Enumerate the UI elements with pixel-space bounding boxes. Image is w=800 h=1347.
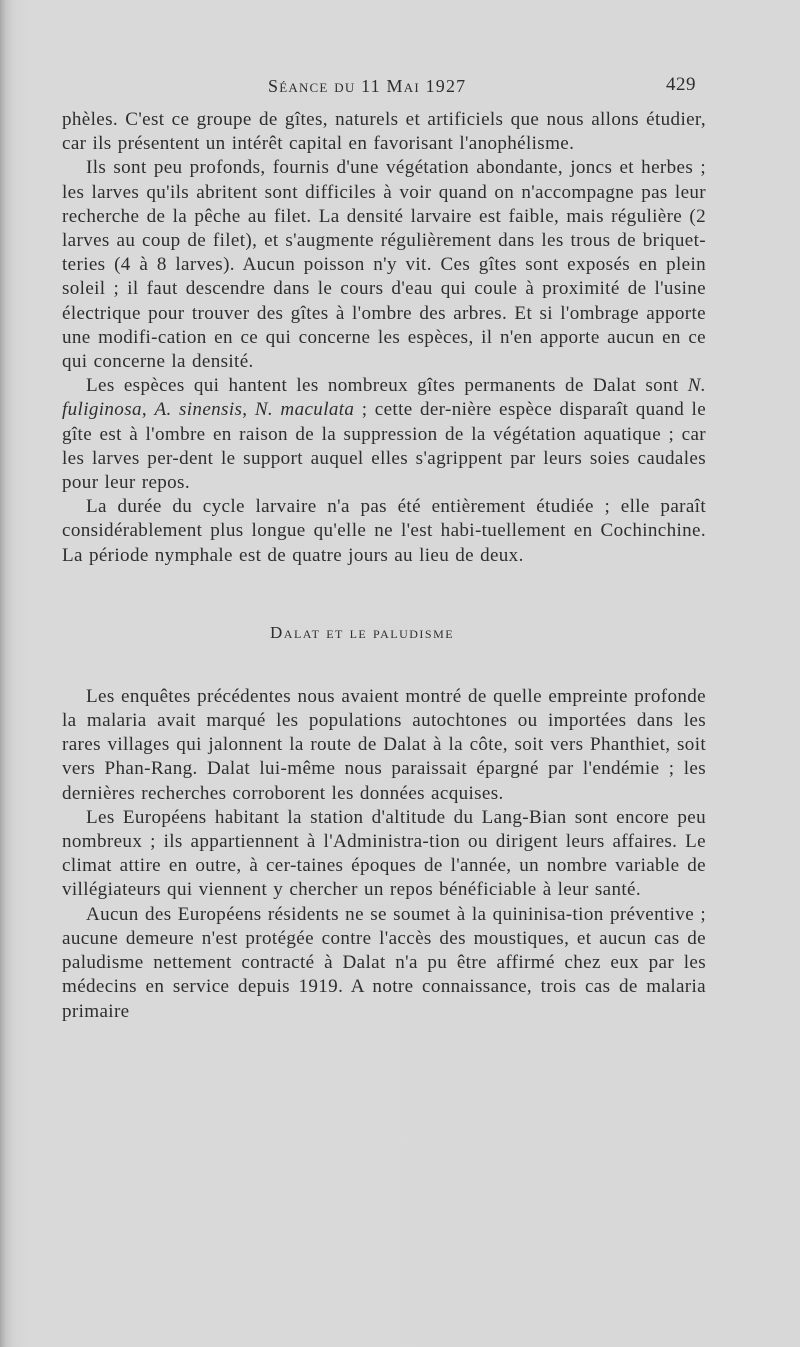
running-title: Séance du 11 Mai 1927 [268, 76, 467, 96]
species-name-fuliginosa: N. fuliginosa [62, 375, 706, 421]
species-text-after: ; cette der-nière espèce disparaît quand le gîte est à l'ombre en raison de la suppression de la végétation aquatique ; car les larves per-dent le support auquel elles s'agrippent par leurs soies caudales pour leur repos. [62, 399, 707, 494]
paragraph-europeans: Les Européens habitant la station d'altitude du Lang-Bian sont encore peu nombreux ; ils appartiennent à l'Administra-tion ou dirigent leurs affaires. Le climat attire en outre, à cer-taines époques de l'année, un nombre variable de villégiateurs qui viennent y chercher un repos bénéficiable à leur santé. [62, 806, 706, 901]
paragraph-species [62, 374, 706, 495]
paragraph-previous-surveys: Les enquêtes précédentes nous avaient montré de quelle empreinte profonde la malaria avait marqué les populations autochtones ou importées dans les rares villages qui jalonnent la route de Dalat à la côte, soit vers Phanthiet, soit vers Phan-Rang. Dalat lui-même nous paraissait épargné par l'endémie ; les dernières recherches corroborent les données acquises. [62, 685, 706, 804]
species-name-sinensis: A. sinensis [154, 399, 243, 421]
section-heading: Dalat et le paludisme [270, 622, 455, 642]
page-number: 429 [666, 74, 696, 95]
paragraph-larval-cycle: La durée du cycle larvaire n'a pas été entièrement étudiée ; elle paraît considérablement plus longue qu'elle ne l'est habi-tuellement en Cochinchine. La période nymphale est de quatre jours au lieu de deux. [62, 496, 706, 566]
paragraph-continued: phèles. C'est ce groupe de gîtes, naturels et artificiels que nous allons étudier, car ils présentent un intérêt capital en favorisant l'anophélisme. [62, 109, 706, 155]
paragraph-breeding-sites: Ils sont peu profonds, fournis d'une végétation abondante, joncs et herbes ; les larves qu'ils abritent sont difficiles à voir quand on n'accompagne pas leur recherche de la pêche au filet. La densité larvaire est faible, mais régulière (2 larves au coup de filet), et s'augmente régulièrement dans les trous de briquet-teries (4 à 8 larves). Aucun poisson n'y vit. Ces gîtes sont exposés en plein soleil ; il faut descendre dans le cours d'eau qui coule à proximité de l'usine électrique pour trouver des gîtes à l'ombre des arbres. Et si l'ombrage apporte une modifi-cation en ce qui concerne les espèces, il n'en apporte aucun en ce qui concerne la densité. [62, 157, 706, 373]
species-name-maculata: N. maculata [254, 399, 355, 421]
page-header [62, 72, 706, 108]
species-text-before: Les espèces qui hantent les nombreux gîtes permanents de Dalat sont [86, 375, 688, 397]
species-separator: , [242, 399, 255, 421]
species-separator: , [141, 399, 155, 421]
book-page [62, 72, 706, 1024]
paragraph-quinine: Aucun des Européens résidents ne se soumet à la quininisa-tion préventive ; aucune demeure n'est protégée contre l'accès des moustiques, et aucun cas de paludisme nettement contracté à Dalat n'a pu être affirmé chez eux par les médecins en service depuis 1919. A notre connaissance, trois cas de malaria primaire [62, 903, 706, 1022]
